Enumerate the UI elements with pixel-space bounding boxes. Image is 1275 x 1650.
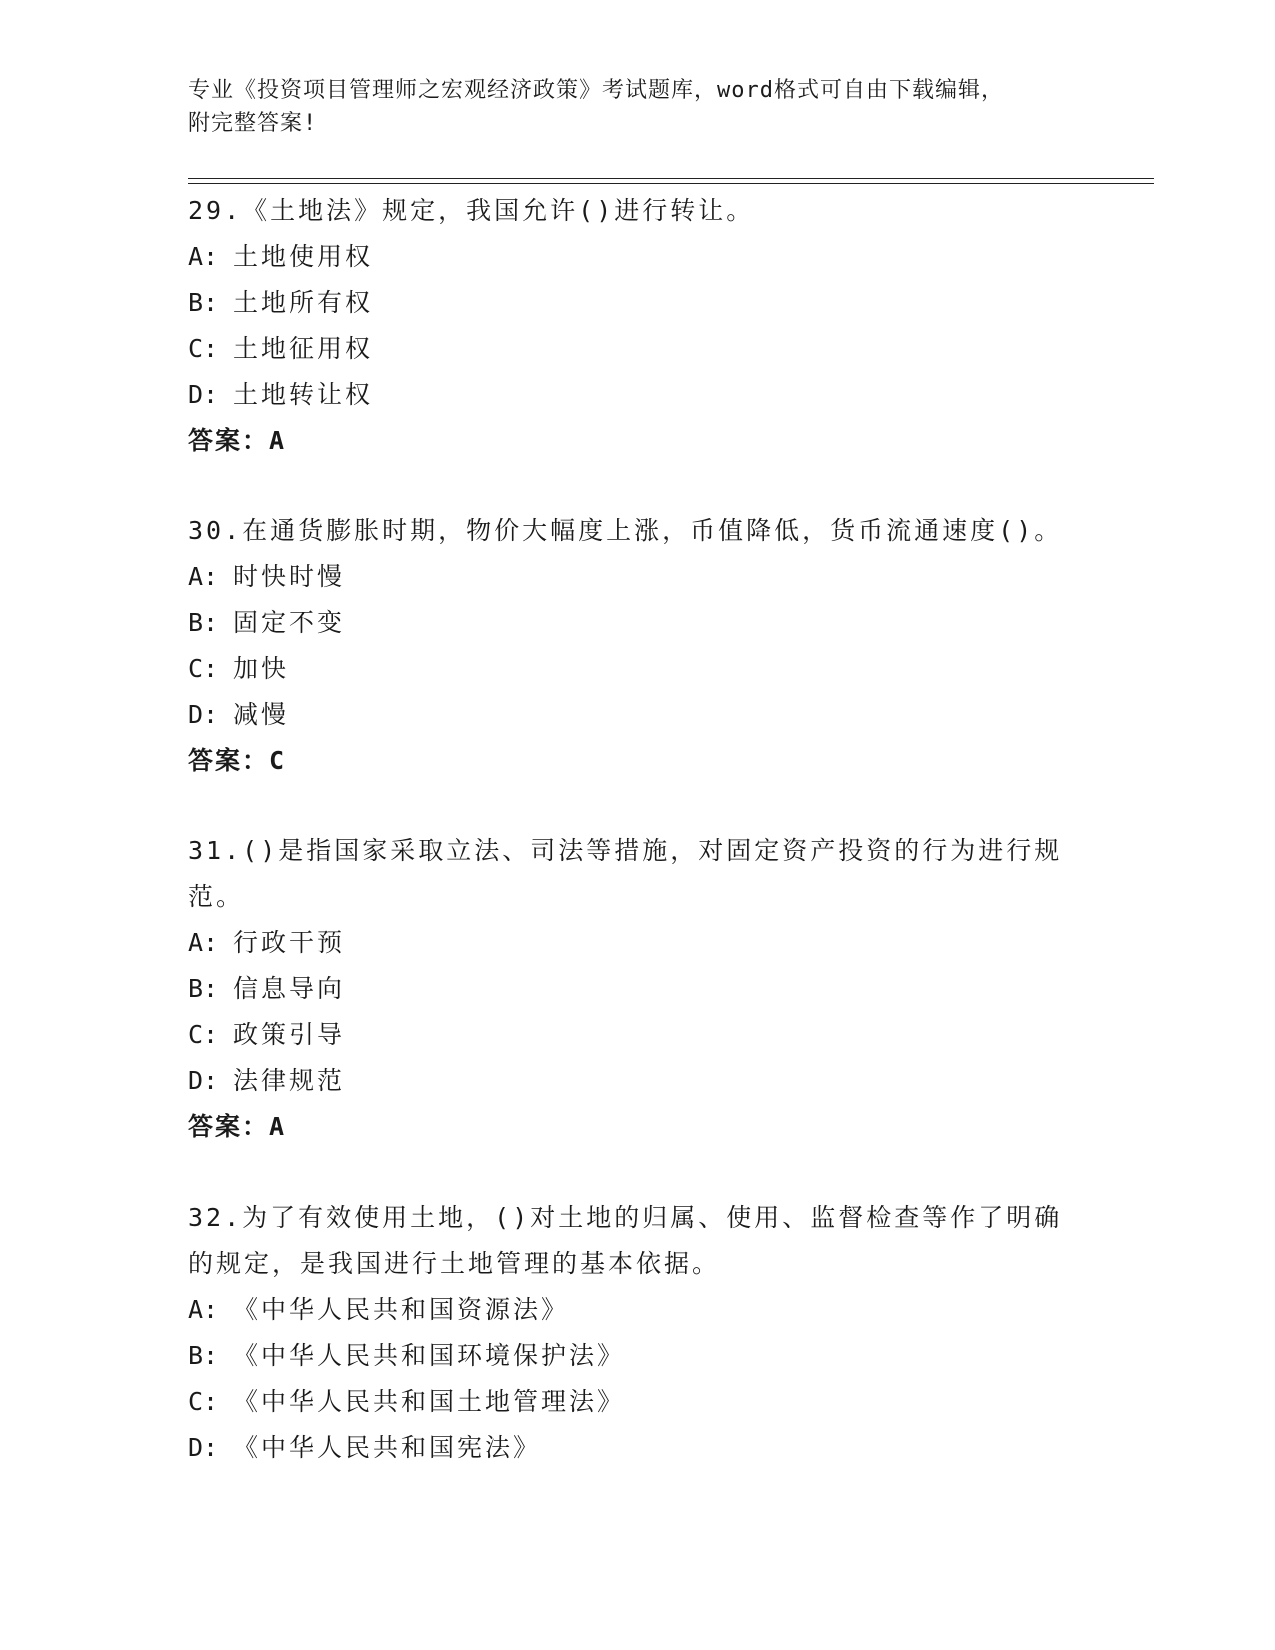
question-31 [188, 828, 1088, 1150]
option-key: A: [188, 928, 219, 957]
option-text: 法律规范 [233, 1066, 346, 1095]
option-text: 《中华人民共和国环境保护法》 [233, 1341, 626, 1370]
header-divider-bottom [188, 183, 1154, 184]
option-d [188, 692, 1088, 738]
option-d [188, 1425, 1088, 1471]
option-key: A: [188, 562, 219, 591]
option-key: A: [188, 1295, 219, 1324]
question-stem: 29.《土地法》规定，我国允许()进行转让。 [188, 196, 755, 225]
option-key: C: [188, 1387, 219, 1416]
option-text: 行政干预 [233, 928, 346, 957]
option-key: B: [188, 974, 219, 1003]
option-key: D: [188, 380, 219, 409]
option-key: B: [188, 1341, 219, 1370]
option-key: A: [188, 242, 219, 271]
option-key: C: [188, 654, 219, 683]
question-stem: 30.在通货膨胀时期，物价大幅度上涨，币值降低，货币流通速度()。 [188, 516, 1063, 545]
option-c [188, 1379, 1088, 1425]
option-text: 时快时慢 [233, 562, 346, 591]
option-a [188, 920, 1088, 966]
option-text: 减慢 [233, 700, 290, 729]
header-line-1: 专业《投资项目管理师之宏观经济政策》考试题库，word格式可自由下载编辑， [188, 78, 1004, 103]
option-c [188, 646, 1088, 692]
question-stem: 31.()是指国家采取立法、司法等措施，对固定资产投资的行为进行规范。 [188, 836, 1063, 911]
option-c [188, 326, 1088, 372]
option-b [188, 280, 1088, 326]
option-key: B: [188, 608, 219, 637]
option-text: 信息导向 [233, 974, 346, 1003]
answer-line: 答案：A [188, 426, 287, 455]
option-text: 《中华人民共和国土地管理法》 [233, 1387, 626, 1416]
option-text: 《中华人民共和国宪法》 [233, 1433, 542, 1462]
question-29 [188, 188, 1088, 464]
option-text: 土地转让权 [233, 380, 374, 409]
option-a [188, 1287, 1088, 1333]
option-key: D: [188, 1433, 219, 1462]
question-stem: 32.为了有效使用土地，()对土地的归属、使用、监督检查等作了明确的规定，是我国进行土地管理的基本依据。 [188, 1203, 1063, 1278]
option-d [188, 1058, 1088, 1104]
option-text: 土地征用权 [233, 334, 374, 363]
option-key: C: [188, 334, 219, 363]
option-a [188, 234, 1088, 280]
header-line-2: 附完整答案! [188, 111, 318, 136]
option-b [188, 600, 1088, 646]
option-text: 加快 [233, 654, 290, 683]
document-header [188, 74, 1068, 140]
option-text: 政策引导 [233, 1020, 346, 1049]
header-divider-top [188, 178, 1154, 179]
option-key: C: [188, 1020, 219, 1049]
option-text: 固定不变 [233, 608, 346, 637]
option-b [188, 966, 1088, 1012]
question-32 [188, 1195, 1088, 1471]
answer-line: 答案：C [188, 746, 287, 775]
option-c [188, 1012, 1088, 1058]
question-30 [188, 508, 1088, 784]
option-a [188, 554, 1088, 600]
option-b [188, 1333, 1088, 1379]
option-key: D: [188, 700, 219, 729]
option-text: 土地使用权 [233, 242, 374, 271]
option-d [188, 372, 1088, 418]
option-text: 土地所有权 [233, 288, 374, 317]
option-key: D: [188, 1066, 219, 1095]
option-key: B: [188, 288, 219, 317]
option-text: 《中华人民共和国资源法》 [233, 1295, 570, 1324]
answer-line: 答案：A [188, 1112, 287, 1141]
